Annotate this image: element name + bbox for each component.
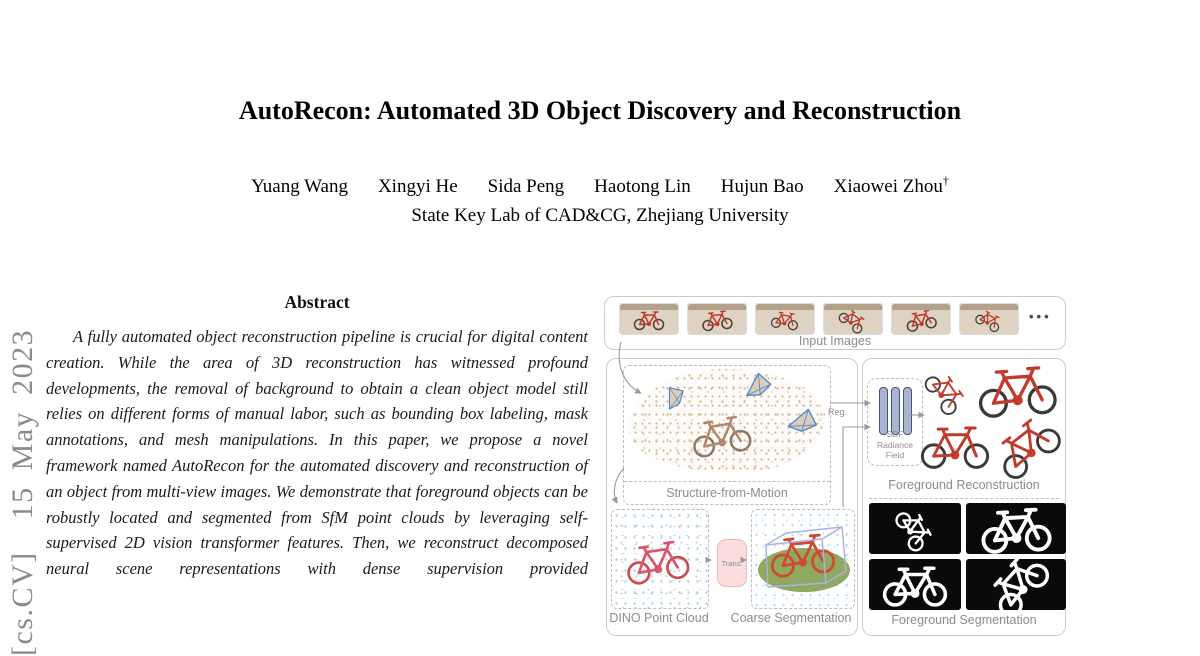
sdf-bar <box>891 387 900 435</box>
input-thumbnail <box>619 303 679 335</box>
author-name: Xiaowei Zhou† <box>833 173 949 197</box>
sfm-label-strip <box>624 481 830 504</box>
ellipsis-dots: ••• <box>1029 309 1052 324</box>
coarse-seg-label: Coarse Segmentation <box>730 611 852 625</box>
coarse-seg-panel <box>751 509 855 609</box>
authors-row <box>0 173 1200 198</box>
teaser-figure <box>604 293 1066 641</box>
author-name: Hujun Bao <box>720 176 804 197</box>
input-thumbnail <box>755 303 815 335</box>
input-thumbnail <box>891 303 951 335</box>
input-images-panel <box>604 296 1066 350</box>
mask-tile <box>869 503 961 554</box>
abstract-heading: Abstract <box>284 292 350 312</box>
bike-icon <box>919 421 991 471</box>
author-name: Yuang Wang <box>251 176 348 197</box>
bike-icon <box>621 534 693 589</box>
input-thumbnail <box>959 303 1019 335</box>
input-thumbnail <box>687 303 747 335</box>
author-name: Sida Peng <box>487 176 565 197</box>
trans-box <box>717 539 747 587</box>
reg-label: Reg. <box>828 407 848 417</box>
camera-frustum-icon <box>742 369 777 404</box>
sdf-mlp-bars <box>879 387 912 435</box>
mask-grid <box>869 503 1066 610</box>
sfm-label: Structure-from-Motion <box>666 486 788 500</box>
sdf-bar <box>903 387 912 435</box>
affiliation: State Key Lab of CAD&CG, Zhejiang University <box>411 205 789 226</box>
input-thumbnail <box>823 303 883 335</box>
paper-title: AutoRecon: Automated 3D Object Discovery and Reconstruction <box>238 96 962 125</box>
dino-label: DINO Point Cloud <box>609 611 709 625</box>
trans-label: Trans. <box>721 558 743 568</box>
dino-pointcloud-panel <box>611 509 709 609</box>
section-divider <box>869 498 1059 499</box>
foreground-segmentation-label: Foreground Segmentation <box>891 613 1037 627</box>
author-footnote-mark: † <box>942 173 949 188</box>
author-name: Haotong Lin <box>594 176 691 197</box>
results-right-panel <box>862 358 1066 636</box>
sdf-bar <box>879 387 888 435</box>
sdf-field-label: SDF Radiance Field <box>877 429 913 460</box>
bounding-box-wireframe <box>756 518 852 598</box>
author-name: Xingyi He <box>377 176 458 197</box>
foreground-reconstruction-label: Foreground Reconstruction <box>888 478 1040 492</box>
abstract-text: A fully automated object reconstruction pipeline is crucial for digital content creation. While the area of 3D reconstruction has witnessed profound developments, the removal of background to obtain a clean object model still relies on different forms of manual labor, such as bounding box labeling, mask annotations, and mesh manipulations. In this paper, we propose a novel framework named AutoRecon for the automated discovery and reconstruction of an object from multi-view images. We demonstrate that foreground objects can be robustly located and segmented from SfM point clouds by leveraging self-supervised 2D vision transformer features. Then, we reconstruct decomposed neural scene representations with dense supervision provided <box>46 327 588 579</box>
mask-tile <box>966 559 1066 610</box>
sfm-panel <box>623 365 831 505</box>
bike-icon <box>969 360 1065 420</box>
input-images-label: Input Images <box>798 334 872 348</box>
mask-tile <box>966 503 1066 554</box>
mask-tile <box>869 559 961 610</box>
arxiv-stamp: [cs.CV] 15 May 2023 <box>6 328 39 656</box>
input-thumbnails <box>619 303 1019 335</box>
pipeline-left-panel <box>606 358 858 636</box>
